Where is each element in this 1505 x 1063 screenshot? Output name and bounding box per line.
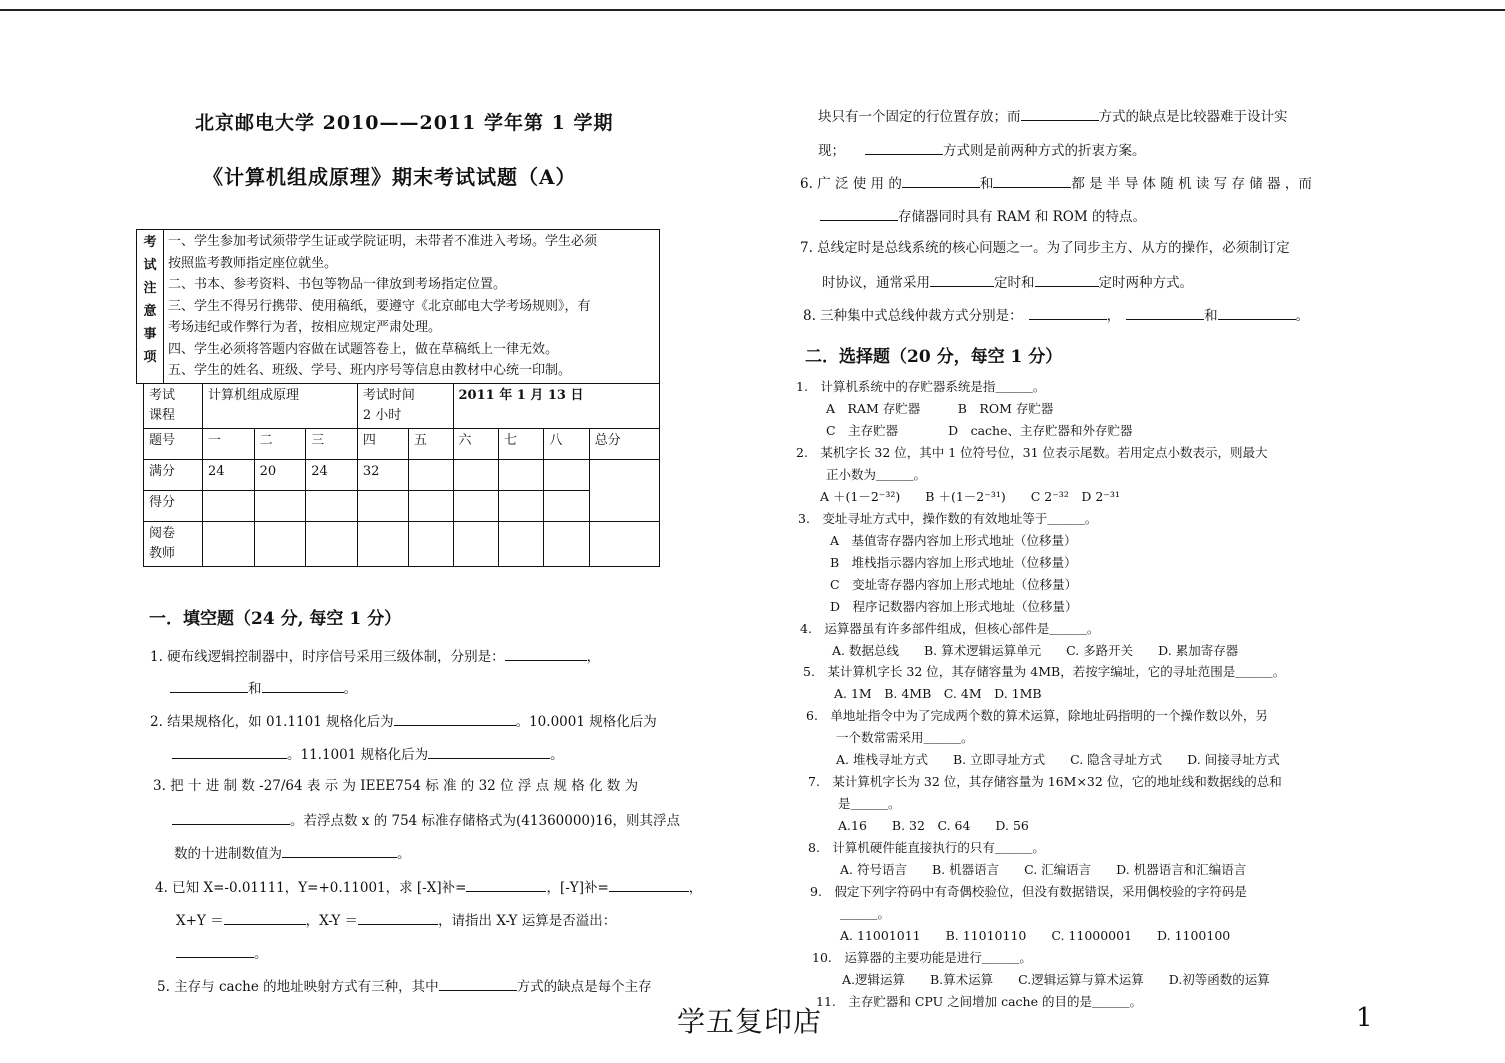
mc-q1-options-cd: C 主存贮器 D cache、主存贮器和外存贮器 <box>826 423 1133 438</box>
mc-q2: 2. 某机字长 32 位，其中 1 位符号位，31 位表示尾数。若用定点小数表示，则最大 <box>796 445 1268 460</box>
q1-line2: 和 。 <box>170 678 357 698</box>
q6-text: 6. 广 泛 使 用 的 <box>800 176 902 192</box>
notice-side-char: 意 <box>143 304 157 319</box>
q6-text: 都 是 半 导 体 随 机 读 写 存 储 器 ，而 <box>1071 176 1312 192</box>
q5-text: 方式的缺点是每个主存 <box>516 979 652 995</box>
q4-text: ，X-Y ＝ <box>305 913 359 929</box>
notice-side-char: 事 <box>143 327 157 342</box>
answer-blank <box>172 744 287 759</box>
q5-text: 方式的缺点是比较器难于设计实 <box>1098 109 1288 125</box>
mc-q3-option-d: D 程序记数器内容加上形式地址（位移量） <box>830 599 1078 614</box>
exam-time-value: 2 小时 <box>362 408 402 423</box>
score-cell <box>453 491 498 522</box>
q6-line2 <box>820 206 1146 226</box>
grader-label: 阅卷 教师 <box>144 522 203 567</box>
header-cell: 五 <box>408 429 453 460</box>
q3-text: 。若浮点数 x 的 754 标准存储格式为(41360000)16，则其浮点 <box>290 813 680 829</box>
q8-line: 8. 三种集中式总线仲裁方式分别是： ， 和 。 <box>803 305 1309 325</box>
q5-continued-line1 <box>818 106 1288 126</box>
mc-q3-option-b: B 堆栈指示器内容加上形式地址（位移量） <box>830 555 1077 570</box>
mc-q8-options: A. 符号语言 B. 机器语言 C. 汇编语言 D. 机器语言和汇编语言 <box>840 862 1247 877</box>
q4-text: X+Y ＝ <box>176 913 224 929</box>
q4-text: ，请指出 X-Y 运算是否溢出： <box>438 913 617 929</box>
q4-line1: 4. 已知 X=-0.01111，Y=+0.11001，求 [-X]补= ，[-Y]补= ， <box>155 877 702 897</box>
q5-text: 现； <box>818 143 845 159</box>
score-cell <box>498 491 543 522</box>
answer-blank <box>505 646 587 661</box>
answer-blank <box>930 272 994 287</box>
notice-body <box>164 230 660 384</box>
q2-line2: 。11.1001 规格化后为 。 <box>172 744 564 764</box>
q3-line1: 3. 把 十 进 制 数 -27/64 表 示 为 IEEE754 标 准 的 32 位 浮 点 规 格 化 数 为 <box>153 778 639 794</box>
header-cell: 一 <box>203 429 255 460</box>
notice-side-char: 项 <box>143 350 157 365</box>
mc-q1-options-ab: A RAM 存贮器 B ROM 存贮器 <box>826 401 1054 416</box>
grader-cell <box>453 522 498 567</box>
answer-blank <box>358 910 438 925</box>
full-score-label: 满分 <box>144 460 203 491</box>
notice-line: 三、学生不得另行携带、使用稿纸，要遵守《北京邮电大学考场规则》，有 <box>168 298 591 314</box>
mc-q6-cont: 一个数常需采用＿＿＿。 <box>836 730 974 745</box>
q4-line3: 。 <box>176 943 268 963</box>
header-cell: 总分 <box>589 429 659 460</box>
answer-blank <box>466 877 546 892</box>
mc-q9-cont: ＿＿＿。 <box>840 906 891 921</box>
exam-title: 《计算机组成原理》期末考试试题（A） <box>203 165 577 189</box>
header-cell: 四 <box>357 429 408 460</box>
q3-text: 数的十进制数值为 <box>174 846 282 862</box>
q6-text: 和 <box>979 176 994 192</box>
score-table <box>143 383 660 567</box>
q5-text: 5. 主存与 cache 的地址映射方式有三种，其中 <box>157 979 439 995</box>
exam-notice-table <box>136 229 660 384</box>
mc-q3-option-a: A 基值寄存器内容加上形式地址（位移量） <box>830 533 1077 548</box>
q7-text: 定时和 <box>994 275 1035 291</box>
mc-q2-options: A ＋(1－2⁻³²) B ＋(1－2⁻³¹) C 2⁻³² D 2⁻³¹ <box>820 489 1120 504</box>
mc-q6-options: A. 堆栈寻址方式 B. 立即寻址方式 C. 隐含寻址方式 D. 间接寻址方式 <box>836 752 1280 767</box>
notice-line: 二、书本、参考资料、书包等物品一律放到考场指定位置。 <box>168 277 507 292</box>
course-label: 考试 课程 <box>144 384 203 429</box>
mc-q4: 4. 运算器虽有许多部件组成，但核心部件是＿＿＿。 <box>800 621 1100 636</box>
grader-cell <box>203 522 255 567</box>
notice-line: 考场违纪或作弊行为者，按相应规定严肃处理。 <box>168 320 442 335</box>
page-number: 1 <box>1356 1003 1373 1033</box>
mc-q7-cont: 是＿＿＿。 <box>838 796 901 811</box>
copy-shop-stamp: 学五复印店 <box>677 1005 823 1038</box>
exam-header-line1: 北京邮电大学 2010——2011 学年第 1 学期 <box>195 112 614 134</box>
exam-time-label: 考试时间 <box>362 388 415 403</box>
score-cell <box>544 491 589 522</box>
notice-line: 五、学生的姓名、班级、学号、班内序号等信息由教材中心统一印制。 <box>168 363 572 378</box>
grader-cell <box>306 522 358 567</box>
answer-blank <box>1218 305 1296 320</box>
q6-text: 存储器同时具有 RAM 和 ROM 的特点。 <box>898 209 1146 225</box>
answer-blank <box>439 976 517 991</box>
mc-q2-cont: 正小数为＿＿＿。 <box>826 467 927 482</box>
q4-text: 4. 已知 X=-0.01111，Y=+0.11001，求 [-X]补= <box>155 880 467 896</box>
q7-line1: 7. 总线定时是总线系统的核心问题之一。为了同步主方、从方的操作，必须制订定 <box>800 240 1290 256</box>
top-border <box>0 9 1505 11</box>
full-score-cell <box>544 460 589 491</box>
q8-text: 和 <box>1204 308 1218 324</box>
q5-continued-line2 <box>818 140 1146 160</box>
course-value: 计算机组成原理 <box>203 384 358 429</box>
q4-line2 <box>176 910 616 930</box>
mc-q5: 5. 某计算机字长 32 位，其存储容量为 4MB，若按字编址，它的寻址范围是＿＿＿。 <box>803 664 1286 679</box>
q7-line2 <box>822 272 1193 292</box>
q2-line1 <box>150 711 657 731</box>
q1-text: 1. 硬布线逻辑控制器中，时序信号采用三级体制，分别是： <box>150 649 505 665</box>
grader-cell <box>357 522 408 567</box>
answer-blank <box>262 678 344 693</box>
answer-blank <box>1126 305 1204 320</box>
mc-q7-options: A.16 B. 32 C. 64 D. 56 <box>838 818 1029 833</box>
notice-line: 四、学生必须将答题内容做在试题答卷上，做在草稿纸上一律无效。 <box>168 341 559 357</box>
score-cell <box>306 491 358 522</box>
answer-blank <box>1029 305 1107 320</box>
q8-text: ， <box>1106 308 1121 324</box>
grader-cell <box>589 522 659 567</box>
score-label: 得分 <box>144 491 203 522</box>
q7-text: 时协议，通常采用 <box>822 275 930 291</box>
grader-cell <box>408 522 453 567</box>
q5-text: 方式则是前两种方式的折衷方案。 <box>943 143 1146 159</box>
grader-cell <box>544 522 589 567</box>
answer-blank <box>902 173 980 188</box>
header-cell: 三 <box>306 429 358 460</box>
full-score-cell <box>408 460 453 491</box>
q3-line2 <box>172 810 680 830</box>
notice-side-char: 试 <box>143 258 157 273</box>
q5-text: 块只有一个固定的行位置存放；而 <box>818 109 1021 125</box>
answer-blank <box>993 173 1071 188</box>
q8-text: 8. 三种集中式总线仲裁方式分别是： <box>803 308 1023 324</box>
notice-side-char: 考 <box>143 235 157 250</box>
notice-side-label <box>137 230 164 384</box>
mc-q1: 1. 计算机系统中的存贮器系统是指＿＿＿。 <box>796 379 1046 394</box>
mc-q5-options: A. 1M B. 4MB C. 4M D. 1MB <box>834 686 1042 701</box>
answer-blank <box>609 877 689 892</box>
grader-cell <box>498 522 543 567</box>
q2-text: 2. 结果规格化，如 01.1101 规格化后为 <box>150 714 394 730</box>
full-score-cell: 24 <box>306 460 358 491</box>
answer-blank <box>170 678 248 693</box>
mc-q10: 10. 运算器的主要功能是进行＿＿＿。 <box>812 950 1032 965</box>
score-cell <box>408 491 453 522</box>
q3-line3: 数的十进制数值为 。 <box>174 843 411 863</box>
header-cell: 八 <box>544 429 589 460</box>
mc-q4-options: A. 数据总线 B. 算术逻辑运算单元 C. 多路开关 D. 累加寄存器 <box>832 643 1239 658</box>
answer-blank <box>224 910 306 925</box>
answer-blank <box>865 140 943 155</box>
exam-time-cell <box>357 384 453 429</box>
score-cell <box>357 491 408 522</box>
notice-line: 按照监考教师指定座位就坐。 <box>168 255 338 271</box>
header-cell: 二 <box>254 429 306 460</box>
mc-q3: 3. 变址寻址方式中，操作数的有效地址等于＿＿＿。 <box>798 511 1098 526</box>
notice-side-char: 注 <box>143 281 157 296</box>
answer-blank <box>1021 106 1099 121</box>
mc-q7: 7. 某计算机字长为 32 位，其存储容量为 16M×32 位，它的地址线和数据线的总和 <box>808 774 1282 789</box>
full-score-cell: 32 <box>357 460 408 491</box>
grader-cell <box>254 522 306 567</box>
score-cell <box>254 491 306 522</box>
mc-q10-options: A.逻辑运算 B.算术运算 C.逻辑运算与算术运算 D.初等函数的运算 <box>842 972 1270 987</box>
question-number-label: 题号 <box>144 429 203 460</box>
q2-text: 。11.1001 规格化后为 <box>287 747 429 763</box>
full-score-cell <box>453 460 498 491</box>
answer-blank <box>176 943 254 958</box>
answer-blank <box>172 810 290 825</box>
mc-q11: 11. 主存贮器和 CPU 之间增加 cache 的目的是＿＿＿。 <box>816 994 1142 1009</box>
q7-text: 定时两种方式。 <box>1098 275 1193 291</box>
section2-title: 二．选择题（20 分，每空 1 分） <box>805 347 1063 367</box>
full-score-cell: 24 <box>203 460 255 491</box>
header-cell: 七 <box>498 429 543 460</box>
q5-line1 <box>157 976 652 996</box>
full-score-cell <box>498 460 543 491</box>
exam-date: 2011 年 1 月 13 日 <box>453 384 659 429</box>
notice-line: 一、学生参加考试须带学生证或学院证明，未带者不准进入考场。学生必须 <box>168 234 598 249</box>
mc-q3-option-c: C 变址寄存器内容加上形式地址（位移量） <box>830 577 1078 592</box>
section1-title: 一．填空题（24 分, 每空 1 分） <box>149 609 402 629</box>
mc-q9: 9. 假定下列字符码中有奇偶校验位，但没有数据错误，采用偶校验的字符码是 <box>810 884 1247 899</box>
full-score-cell: 20 <box>254 460 306 491</box>
answer-blank <box>1035 272 1099 287</box>
mc-q8: 8. 计算机硬件能直接执行的只有＿＿＿。 <box>808 840 1045 855</box>
q1-and: 和 <box>248 681 262 697</box>
q4-text: ，[-Y]补= <box>546 880 609 896</box>
answer-blank <box>820 206 898 221</box>
q6-line1 <box>800 173 1312 193</box>
total-score-cell <box>589 460 659 522</box>
answer-blank <box>282 843 397 858</box>
header-cell: 六 <box>453 429 498 460</box>
answer-blank <box>394 711 516 726</box>
mc-q9-options: A. 11001011 B. 11010110 C. 11000001 D. 1100100 <box>840 928 1231 943</box>
q2-text: 。10.0001 规格化后为 <box>515 714 657 730</box>
q1-line1: 1. 硬布线逻辑控制器中，时序信号采用三级体制，分别是： ， <box>150 646 600 666</box>
score-cell <box>203 491 255 522</box>
mc-q6: 6. 单地址指令中为了完成两个数的算术运算，除地址码指明的一个操作数以外，另 <box>806 708 1268 723</box>
answer-blank <box>428 744 550 759</box>
